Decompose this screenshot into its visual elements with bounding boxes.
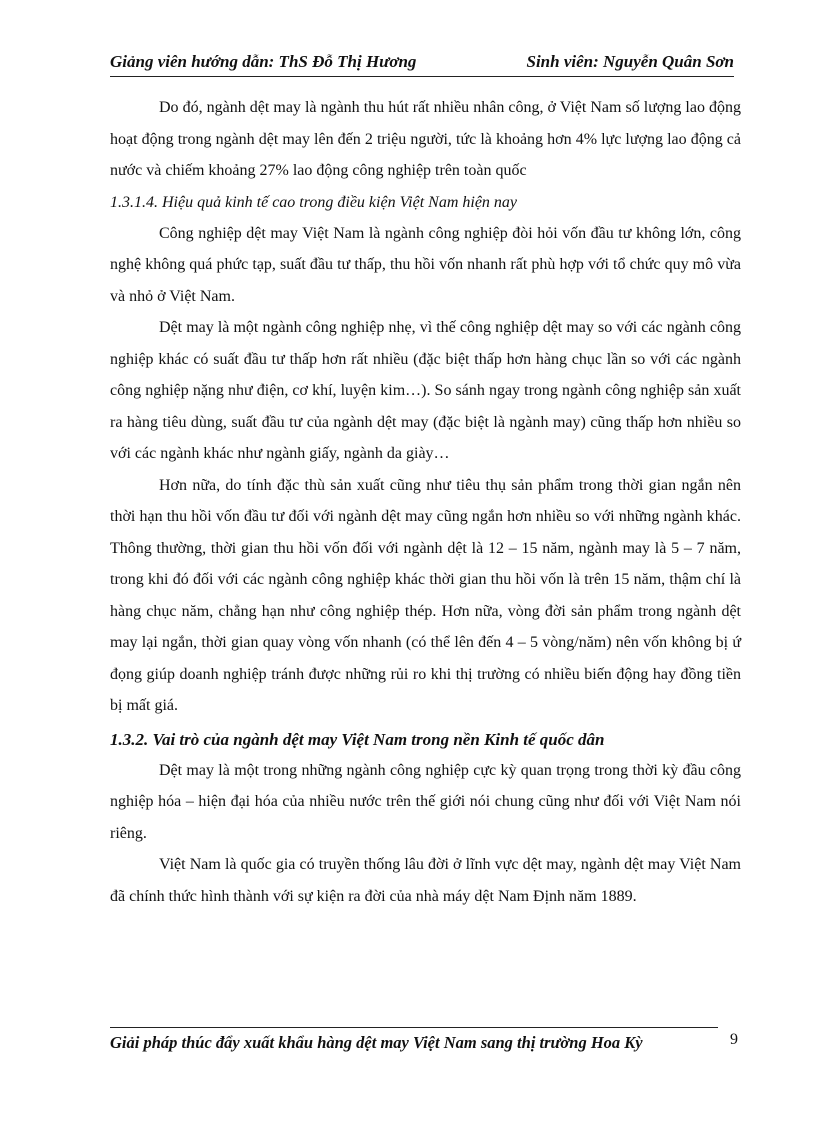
heading-1-3-2: 1.3.2. Vai trò của ngành dệt may Việt Nam trong nền Kinh tế quốc dân: [110, 729, 605, 749]
header-student: Sinh viên: Nguyễn Quân Sơn: [526, 52, 734, 71]
paragraph-light-industry: Dệt may là một ngành công nghiệp nhẹ, vì thế công nghiệp dệt may so với các ngành công nghiệp khác có suất đầu tư thấp hơn rất nhiều (đặc biệt thấp hơn hàng chục lần so với các ngành công nghiệp nặng như điện, cơ khí, luyện kim…). So sánh ngay trong ngành công nghiệp sản xuất ra hàng tiêu dùng, suất đầu tư của ngành dệt may (đặc biệt là ngành may) cũng thấp hơn nhiều so với các ngành khác như ngành giấy, ngành da giày…: [110, 319, 741, 462]
page-header: [110, 50, 734, 77]
footer-title: Giải pháp thúc đẩy xuất khẩu hàng dệt may Việt Nam sang thị trường Hoa Kỳ: [110, 1033, 643, 1052]
paragraph-payback: Hơn nữa, do tính đặc thù sản xuất cũng như tiêu thụ sản phẩm trong thời gian ngắn nên thời hạn thu hồi vốn đầu tư đối với ngành dệt may cũng ngắn hơn nhiều so với những ngành khác. Thông thường, thời gian thu hồi vốn đối với ngành dệt là 12 – 15 năm, ngành may là 5 – 7 năm, trong khi đó đối với các ngành công nghiệp khác thời gian thu hồi vốn là trên 15 năm, thậm chí là hàng chục năm, chẳng hạn như công nghiệp thép. Hơn nữa, vòng đời sản phẩm trong ngành dệt may lại ngắn, thời gian quay vòng vốn nhanh (có thể lên đến 4 – 5 vòng/năm) nên vốn không bị ứ đọng giúp doanh nghiệp tránh được những rủi ro khi thị trường có nhiều biến động hay đồng tiền bị mất giá.: [110, 476, 741, 714]
paragraph-role: Dệt may là một trong những ngành công nghiệp cực kỳ quan trọng trong thời kỳ đầu công nghiệp hóa – hiện đại hóa của nhiều nước trên thế giới nói chung cũng như đối với Việt Nam nói riêng.: [110, 761, 741, 842]
paragraph-investment: Công nghiệp dệt may Việt Nam là ngành công nghiệp đòi hỏi vốn đầu tư không lớn, công nghệ không quá phức tạp, suất đầu tư thấp, thu hồi vốn nhanh rất phù hợp với tổ chức quy mô vừa và nhỏ ở Việt Nam.: [110, 224, 741, 305]
paragraph-labor: Do đó, ngành dệt may là ngành thu hút rất nhiều nhân công, ở Việt Nam số lượng lao động hoạt động trong ngành dệt may lên đến 2 triệu người, tức là khoảng hơn 4% lực lượng lao động cả nước và chiếm khoảng 27% lao động công nghiệp trên toàn quốc: [110, 99, 741, 179]
document-body: [110, 92, 741, 912]
footer-divider: [110, 1027, 718, 1028]
paragraph-history: Việt Nam là quốc gia có truyền thống lâu đời ở lĩnh vực dệt may, ngành dệt may Việt Nam đã chính thức hình thành với sự kiện ra đời của nhà máy dệt Nam Định năm 1889.: [110, 856, 741, 905]
header-advisor: Giảng viên hướng dẫn: ThS Đỗ Thị Hương: [110, 52, 417, 71]
page-number: 9: [730, 1031, 738, 1048]
heading-1-3-1-4: 1.3.1.4. Hiệu quả kinh tế cao trong điều kiện Việt Nam hiện nay: [110, 193, 518, 211]
